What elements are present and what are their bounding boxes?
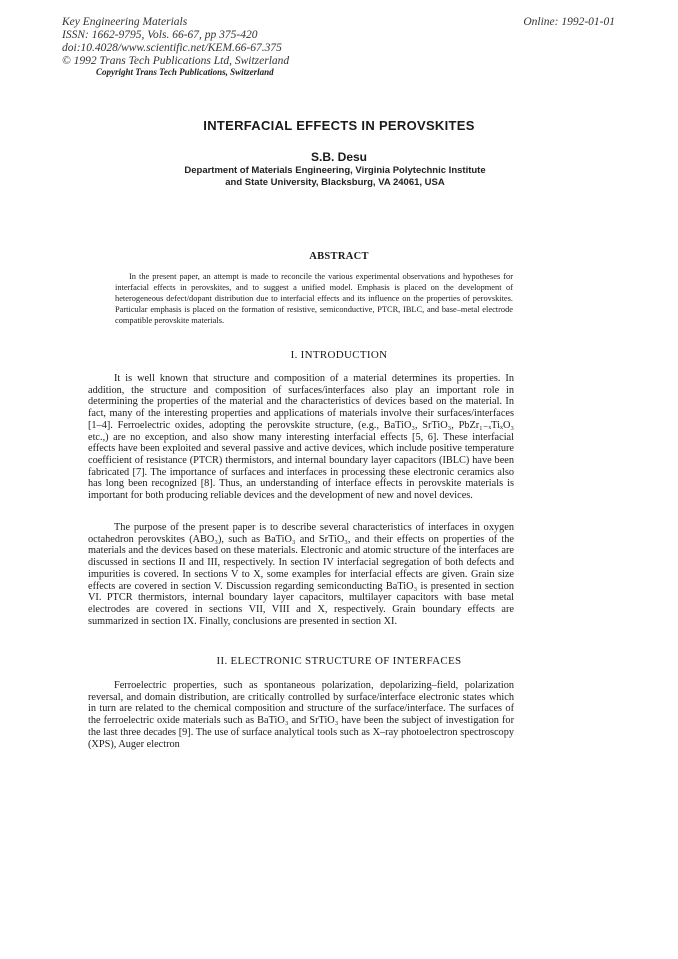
copyright-stamp: Copyright Trans Tech Publications, Switzerland — [96, 67, 274, 77]
section-heading-electronic-structure: II. ELECTRONIC STRUCTURE OF INTERFACES — [216, 655, 462, 667]
affiliation-line: and State University, Blacksburg, VA 24061, USA — [225, 177, 445, 188]
paper-title: INTERFACIAL EFFECTS IN PEROVSKITES — [203, 118, 475, 133]
doi-line: doi:10.4028/www.scientific.net/KEM.66-67.375 — [62, 42, 282, 54]
affiliation-line: Department of Materials Engineering, Virginia Polytechnic Institute — [184, 165, 486, 176]
issn-line: ISSN: 1662-9795, Vols. 66-67, pp 375-420 — [62, 29, 258, 41]
journal-name: Key Engineering Materials — [62, 16, 188, 28]
body-paragraph: It is well known that structure and composition of a material determines its properties. In addition, the structure and composition of surfaces/interfaces also play an important role in determining the properties of the material and the characteristics of devices based on the material. In fact, many of the interesting properties and applications of materials involve their surfaces/interfaces [1–4]. Ferroelectric oxides, adopting the perovskite structure, (e.g., BaTiO₃, SrTiO₃, PbZr₁₋ₓTiₓO₃ etc.,) are no exception, and also show many interesting interfacial effects [5, 6]. These interfacial effects have been exploited and several passive and active devices, which include positive temperature coefficient of resistance (PTCR) thermistors, and internal boundary layer capacitors (IBLC) have been fabricated [7]. The importance of surfaces and interfaces in processing these electronic ceramics also has long been recognized [8]. Thus, an understanding of interface effects in perovskite materials is important for both producing reliable devices and the development of new and novel devices. — [88, 373, 514, 502]
online-date: Online: 1992-01-01 — [523, 16, 615, 28]
publisher-copyright: © 1992 Trans Tech Publications Ltd, Switzerland — [62, 55, 290, 67]
abstract-heading: ABSTRACT — [309, 251, 369, 262]
section-heading-introduction: I. INTRODUCTION — [290, 349, 388, 361]
body-paragraph: The purpose of the present paper is to describe several characteristics of interfaces in oxygen octahedron perovskites (ABO₃), such as BaTiO₃ and SrTiO₃, and their effects on properties of the materials and the devices based on these materials. Electronic and atomic structure of the interfaces are discussed in sections II and III, respectively. In section IV interfacial segregation of both defects and impurities is covered. In sections V to X, some examples for interfacial effects are given. Grain size effects are covered in section V. Discussion regarding semiconducting BaTiO₃ is presented in section VI. PTCR thermistors, internal boundary layer capacitors, multilayer capacitors with base metal electrodes are covered in sections VII, VIII and X, respectively. Grain boundary effects are summarized in section IX. Finally, conclusions are presented in section XI. — [88, 522, 514, 627]
author-affiliation — [150, 165, 520, 189]
paper-author: S.B. Desu — [310, 150, 367, 164]
body-paragraph: Ferroelectric properties, such as spontaneous polarization, depolarizing–field, polarization reversal, and domain distribution, are critically controlled by surface/interface electronic states which in turn are related to the chemical composition and structure of the surface/interface. The surfaces of the ferroelectric oxide materials such as BaTiO₃ and SrTiO₃ have been the subject of investigation for the last three decades [9]. The use of surface analytical tools such as X–ray photoelectron spectroscopy (XPS), Auger electron — [88, 680, 514, 750]
abstract-text: In the present paper, an attempt is made to reconcile the various experimental observations and hypotheses for interfacial effects in perovskites, and to suggest a unified model. Emphasis is placed on the development of heterogeneous defect/dopant distribution due to interfacial effects and its influence on the properties of perovskites. Particular emphasis is placed on the formation of resistive, semiconductive, PTCR, IBLC, and base–metal electrode compatible perovskite materials. — [115, 272, 513, 325]
citation-header — [62, 16, 289, 68]
